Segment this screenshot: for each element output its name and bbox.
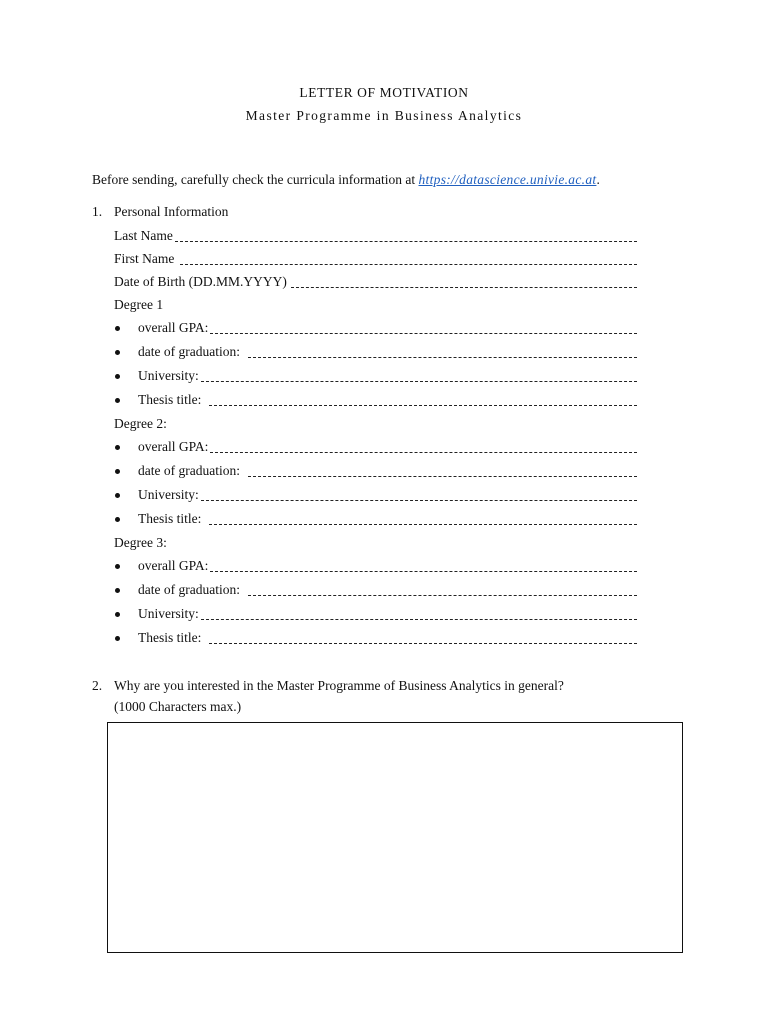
- degree-2-gpa-field[interactable]: [138, 437, 637, 457]
- first-name-field[interactable]: [114, 249, 637, 269]
- bullet-icon: [115, 636, 120, 641]
- degree-1-thesis-field[interactable]: [138, 390, 637, 410]
- degree-1-university-field[interactable]: [138, 366, 637, 386]
- bullet-icon: [115, 493, 120, 498]
- last-name-blank[interactable]: [175, 240, 637, 242]
- intro-period: .: [596, 172, 600, 187]
- university-label: University:: [138, 368, 199, 383]
- degree-2-label: Degree 2:: [114, 416, 167, 431]
- degree-1-gpa-field[interactable]: [138, 318, 637, 338]
- section-2-char-limit: (1000 Characters max.): [114, 699, 242, 714]
- university-label: University:: [138, 606, 199, 621]
- first-name-blank[interactable]: [180, 263, 637, 265]
- bullet-icon: [115, 517, 120, 522]
- gpa-label: overall GPA:: [138, 558, 209, 573]
- first-name-label: First Name: [114, 251, 175, 266]
- section-1-number: 1.: [92, 204, 103, 219]
- last-name-label: Last Name: [114, 228, 173, 243]
- intro-text: [92, 172, 600, 188]
- document-subtitle: Master Programme in Business Analytics: [245, 108, 523, 123]
- degree-2-university-field[interactable]: [138, 485, 637, 505]
- bullet-icon: [115, 588, 120, 593]
- university-label: University:: [138, 487, 199, 502]
- thesis-blank[interactable]: [209, 404, 637, 406]
- last-name-field[interactable]: [114, 226, 637, 246]
- section-1-heading: Personal Information: [114, 204, 229, 219]
- graduation-blank[interactable]: [248, 475, 637, 477]
- degree-1-label: Degree 1: [114, 297, 164, 312]
- curricula-link[interactable]: https://datascience.univie.ac.at: [418, 172, 597, 187]
- motivation-answer-box[interactable]: [107, 722, 683, 953]
- bullet-icon: [115, 445, 120, 450]
- graduation-label: date of graduation:: [138, 344, 240, 359]
- degree-2-graduation-field[interactable]: [138, 461, 637, 481]
- bullet-icon: [115, 350, 120, 355]
- bullet-icon: [115, 612, 120, 617]
- section-2-number: 2.: [92, 678, 103, 693]
- gpa-label: overall GPA:: [138, 320, 209, 335]
- section-2-question: Why are you interested in the Master Programme of Business Analytics in general?: [114, 678, 564, 693]
- gpa-blank[interactable]: [210, 332, 637, 334]
- degree-3-university-field[interactable]: [138, 604, 637, 624]
- gpa-blank[interactable]: [210, 570, 637, 572]
- thesis-label: Thesis title:: [138, 511, 202, 526]
- university-blank[interactable]: [201, 380, 637, 382]
- dob-field[interactable]: [114, 272, 637, 292]
- bullet-icon: [115, 564, 120, 569]
- dob-label: Date of Birth (DD.MM.YYYY): [114, 274, 287, 289]
- graduation-blank[interactable]: [248, 594, 637, 596]
- gpa-blank[interactable]: [210, 451, 637, 453]
- document-title: LETTER OF MOTIVATION: [299, 85, 469, 100]
- gpa-label: overall GPA:: [138, 439, 209, 454]
- bullet-icon: [115, 326, 120, 331]
- degree-2-thesis-field[interactable]: [138, 509, 637, 529]
- graduation-label: date of graduation:: [138, 463, 240, 478]
- thesis-label: Thesis title:: [138, 392, 202, 407]
- thesis-blank[interactable]: [209, 642, 637, 644]
- graduation-label: date of graduation:: [138, 582, 240, 597]
- degree-3-label: Degree 3:: [114, 535, 167, 550]
- degree-3-gpa-field[interactable]: [138, 556, 637, 576]
- university-blank[interactable]: [201, 618, 637, 620]
- thesis-blank[interactable]: [209, 523, 637, 525]
- degree-1-graduation-field[interactable]: [138, 342, 637, 362]
- graduation-blank[interactable]: [248, 356, 637, 358]
- degree-3-thesis-field[interactable]: [138, 628, 637, 648]
- bullet-icon: [115, 374, 120, 379]
- degree-3-graduation-field[interactable]: [138, 580, 637, 600]
- intro-sentence: Before sending, carefully check the curricula information at: [92, 172, 419, 187]
- bullet-icon: [115, 398, 120, 403]
- university-blank[interactable]: [201, 499, 637, 501]
- bullet-icon: [115, 469, 120, 474]
- thesis-label: Thesis title:: [138, 630, 202, 645]
- dob-blank[interactable]: [291, 286, 637, 288]
